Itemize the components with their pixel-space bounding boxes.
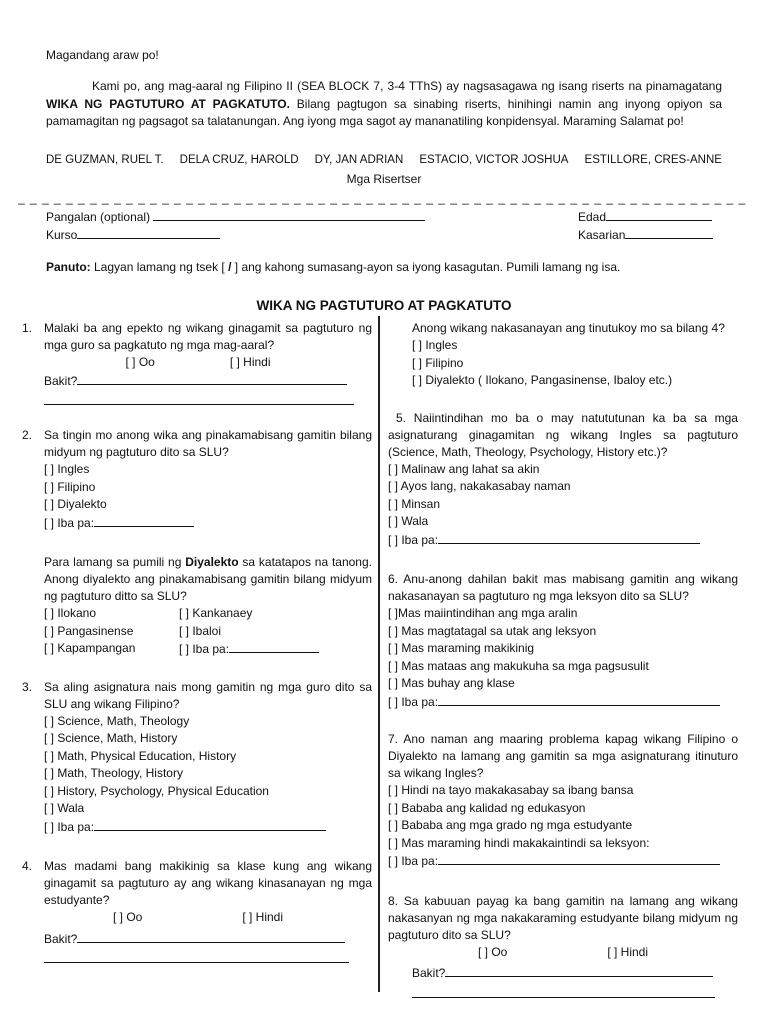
question-number: 7. — [388, 732, 399, 746]
question-text: Sa aling asignatura nais mong gamitin ng mga guro dito sa SLU ang wikang Filipino? — [44, 679, 372, 711]
option[interactable]: [ ]Mas maiintindihan ang mga aralin — [388, 606, 578, 620]
researcher-name: DY, JAN ADRIAN — [314, 154, 404, 166]
question-emphasis: Diyalekto — [185, 555, 239, 569]
answer-line[interactable] — [44, 390, 354, 405]
question-8 — [388, 893, 738, 998]
question-text: Sa tingin mo anong wika ang pinakamabisang gamitin bilang midyum ng pagtuturo dito sa SLU? — [44, 428, 372, 459]
intro-text-1: Kami po, ang mag-aaral ng Filipino II (SEA BLOCK 7, 3-4 TThS) ay nagsasagawa ng isang riserts na pinamagatang — [92, 79, 722, 93]
option-hindi[interactable]: [ ] Hindi — [229, 355, 271, 369]
option-kankanaey[interactable]: [ ] Kankanaey — [179, 606, 253, 620]
question-2 — [22, 427, 372, 532]
option[interactable]: [ ] Mas magtatagal sa utak ang leksyon — [388, 623, 597, 638]
course-label: Kurso — [46, 228, 78, 242]
question-6 — [388, 571, 738, 711]
question-7 — [388, 731, 738, 871]
question-text: Malaki ba ang epekto ng wikang ginagamit sa pagtuturo ng mga guro sa pagkatuto ng mga mag-aaral? — [44, 321, 372, 352]
instructions — [46, 260, 620, 274]
option[interactable]: [ ] Math, Theology, History — [44, 766, 183, 780]
question-4 — [22, 858, 372, 963]
option[interactable]: [ ] Malinaw ang lahat sa akin — [388, 461, 540, 476]
why-label: Bakit? — [44, 373, 78, 388]
option-iba-pa[interactable]: [ ] Iba pa: — [44, 515, 95, 530]
question-number: 3. — [22, 679, 33, 694]
question-text: Anong wikang nakasanayan ang tinutukoy mo sa bilang 4? — [412, 321, 725, 335]
researcher-names — [46, 154, 722, 166]
option-wala[interactable]: [ ] Wala — [44, 801, 85, 815]
question-number: 6. — [388, 572, 399, 586]
option-oo[interactable]: [ ] Oo — [477, 944, 508, 959]
why-blank[interactable] — [77, 372, 347, 385]
option-filipino[interactable]: [ ] Filipino — [44, 479, 96, 494]
question-text: Para lamang sa pumili ng — [44, 555, 186, 569]
question-2-followup — [22, 554, 372, 659]
column-divider — [378, 316, 380, 992]
left-column — [22, 320, 372, 963]
option[interactable]: [ ] Wala — [388, 514, 429, 528]
option[interactable]: [ ] Mas buhay ang klase — [388, 676, 515, 690]
question-number: 1. — [22, 321, 33, 335]
why-label: Bakit? — [412, 966, 446, 980]
option-iba-pa[interactable]: [ ] Iba pa: — [388, 694, 439, 709]
intro-text-2: Bilang pagtugon sa sinabing riserts, hinihingi namin ang inyong opiyon sa pamamagitan ng pagsagot sa talatanungan. Ang iyong mga sagot ay mananatiling konpidensyal. Maraming Salamat po! — [46, 96, 723, 128]
age-blank[interactable] — [606, 208, 712, 221]
instructions-label: Panuto: — [46, 260, 91, 274]
sex-field[interactable] — [578, 226, 713, 242]
researchers-label: Mga Risertser — [346, 172, 422, 186]
course-field[interactable] — [46, 226, 220, 242]
other-blank[interactable] — [438, 693, 720, 706]
option-ilokano[interactable]: [ ] Ilokano — [44, 606, 97, 620]
option[interactable]: [ ] Mas mataas ang makukuha sa mga pagsusulit — [388, 658, 649, 673]
option-oo[interactable]: [ ] Oo — [112, 910, 143, 924]
other-blank[interactable] — [438, 531, 700, 544]
option-iba-pa[interactable]: [ ] Iba pa: — [44, 819, 95, 834]
other-blank[interactable] — [94, 818, 326, 831]
answer-line[interactable] — [412, 983, 715, 998]
option[interactable]: [ ] History, Psychology, Physical Education — [44, 783, 269, 798]
option[interactable]: [ ] Science, Math, Theology — [44, 713, 190, 728]
right-column — [388, 320, 738, 998]
question-number: 5. — [396, 410, 407, 425]
name-field[interactable] — [46, 208, 425, 224]
instructions-text-2: ] ang kahong sumasang-ayon sa iyong kasagutan. Pumili lamang ng isa. — [231, 260, 621, 274]
other-blank[interactable] — [94, 514, 194, 527]
option[interactable]: [ ] Ayos lang, nakakasabay naman — [388, 479, 571, 493]
why-label: Bakit? — [44, 931, 78, 946]
question-text: sa katatapos na tanong. Anong diyalekto ang pinakamabisang gamitin bilang midyum ng pagtuturo ditto sa SLU? — [44, 555, 372, 603]
answer-line[interactable] — [44, 948, 349, 963]
researcher-name: ESTACIO, VICTOR JOSHUA — [419, 154, 569, 166]
why-blank[interactable] — [445, 964, 713, 977]
question-4-followup — [388, 320, 738, 390]
option-pangasinense[interactable]: [ ] Pangasinense — [44, 623, 134, 638]
intro-paragraph — [46, 78, 722, 131]
option-oo[interactable]: [ ] Oo — [125, 355, 155, 369]
option-ingles[interactable]: [ ] Ingles — [44, 462, 90, 476]
other-blank[interactable] — [229, 640, 319, 653]
question-text: Naiintindihan mo ba o may natututunan ka ba sa mga asignaturang ginagamitan ng wikang Ingles sa pagtuturo (Science, Math, Theology, Psychology, History etc.)? — [388, 410, 738, 459]
option[interactable]: [ ] Bababa ang kalidad ng edukasyon — [388, 800, 586, 815]
option-diyalekto[interactable]: [ ] Diyalekto — [44, 497, 107, 511]
question-text: Mas madami bang makikinig sa klase kung ang wikang ginagamit sa pagtuturo ay ang wikang kinasanayan ng mga estudyante? — [44, 859, 372, 907]
course-blank[interactable] — [77, 226, 220, 239]
option-ibaloi[interactable]: [ ] Ibaloi — [179, 623, 222, 638]
researcher-name: DE GUZMAN, RUEL T. — [46, 154, 164, 166]
sex-label: Kasarian — [578, 228, 626, 242]
question-3 — [22, 679, 372, 837]
intro-title: WIKA NG PAGTUTURO AT PAGKATUTO. — [46, 96, 290, 111]
option-filipino[interactable]: [ ] Filipino — [412, 355, 464, 370]
option[interactable]: [ ] Hindi na tayo makakasabay sa ibang bansa — [388, 783, 634, 797]
name-label: Pangalan (optional) — [46, 210, 151, 224]
option-hindi[interactable]: [ ] Hindi — [242, 910, 284, 924]
option[interactable]: [ ] Minsan — [388, 496, 441, 511]
check-mark: / — [228, 260, 232, 274]
option-iba-pa[interactable]: [ ] Iba pa: — [388, 532, 439, 547]
cut-line: _ _ _ _ _ _ _ _ _ _ _ _ _ _ _ _ _ _ _ _ _ _ _ _ _ _ _ _ _ _ _ _ _ _ _ _ _ _ _ _ _ _ _ _ _ _ _ _ _ _ _ _ _ _ _ _ _ _ _ _ _ — [18, 191, 746, 205]
sex-blank[interactable] — [625, 226, 713, 239]
instructions-text-1: Lagyan lamang ng tsek [ — [90, 260, 229, 274]
option-kapampangan[interactable]: [ ] Kapampangan — [44, 641, 136, 655]
question-1 — [22, 320, 372, 405]
question-text: Ano naman ang maaring problema kapag wikang Filipino o Diyalekto na lamang ang gamitin sa mga asignaturang itinuturo sa wikang Ingles? — [388, 732, 738, 780]
option-diyalekto[interactable]: [ ] Diyalekto ( Ilokano, Pangasinense, Ibaloy etc.) — [412, 373, 673, 387]
age-field[interactable] — [578, 208, 712, 224]
option[interactable]: [ ] Mas maraming makikinig — [388, 641, 535, 655]
option-iba-pa[interactable]: [ ] Iba pa: — [388, 854, 439, 868]
option-iba-pa[interactable]: [ ] Iba pa: — [179, 642, 230, 656]
question-number: 8. — [388, 893, 399, 908]
form-title: WIKA NG PAGTUTURO AT PAGKATUTO — [256, 298, 512, 313]
question-number: 4. — [22, 859, 33, 873]
question-text: Anu-anong dahilan bakit mas mabisang gamitin ang wikang nakasanayan sa pagtuturo ng mga leksyon dito sa SLU? — [388, 572, 738, 603]
option[interactable]: [ ] Bababa ang mga grado ng mga estudyante — [388, 818, 633, 832]
question-5 — [388, 410, 738, 550]
option[interactable]: [ ] Mas maraming hindi makakaintindi sa leksyon: — [388, 835, 650, 850]
option-ingles[interactable]: [ ] Ingles — [412, 338, 458, 352]
name-blank[interactable] — [153, 208, 425, 221]
greeting: Magandang araw po! — [46, 48, 159, 62]
question-text: Sa kabuuan payag ka bang gamitin na lamang ang wikang nakasanyan ng mga nakakaraming estudyante bilang midyum ng pagtuturo dito sa SLU? — [388, 893, 738, 942]
why-blank[interactable] — [77, 930, 345, 943]
researcher-name: DELA CRUZ, HAROLD — [179, 154, 299, 166]
option-hindi[interactable]: [ ] Hindi — [607, 944, 649, 959]
option[interactable]: [ ] Math, Physical Education, History — [44, 748, 237, 763]
option[interactable]: [ ] Science, Math, History — [44, 731, 178, 745]
other-blank[interactable] — [438, 852, 720, 865]
question-number: 2. — [22, 428, 33, 442]
age-label: Edad — [578, 210, 607, 224]
researcher-name: ESTILLORE, CRES-ANNE — [584, 154, 722, 166]
